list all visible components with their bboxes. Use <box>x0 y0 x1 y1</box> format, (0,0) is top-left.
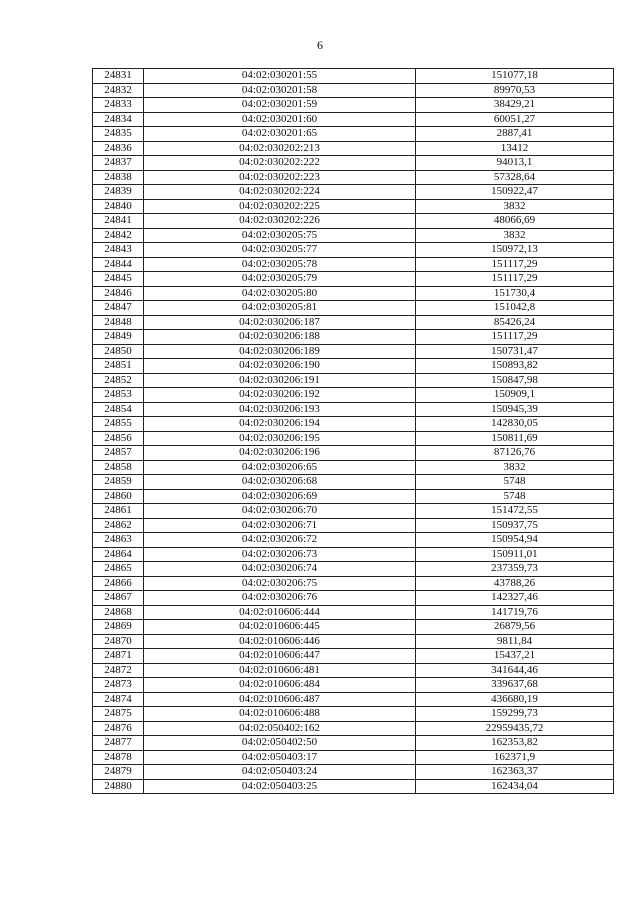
cadastral-value-cell: 151042,8 <box>416 301 614 316</box>
cadastral-number-cell: 04:02:030206:76 <box>144 591 416 606</box>
table-row <box>93 214 614 229</box>
row-number-cell: 24836 <box>93 141 144 156</box>
cadastral-number-cell: 04:02:030206:192 <box>144 388 416 403</box>
cadastral-value-cell: 150937,75 <box>416 518 614 533</box>
table-row <box>93 344 614 359</box>
cadastral-value-cell: 3832 <box>416 460 614 475</box>
table-row <box>93 141 614 156</box>
cadastral-number-cell: 04:02:030205:77 <box>144 243 416 258</box>
table-row <box>93 330 614 345</box>
table-row <box>93 605 614 620</box>
cadastral-value-cell: 38429,21 <box>416 98 614 113</box>
cadastral-value-cell: 151117,29 <box>416 257 614 272</box>
cadastral-value-cell: 151117,29 <box>416 272 614 287</box>
row-number-cell: 24840 <box>93 199 144 214</box>
cadastral-value-cell: 48066,69 <box>416 214 614 229</box>
table-row <box>93 736 614 751</box>
cadastral-value-cell: 151730,4 <box>416 286 614 301</box>
cadastral-number-cell: 04:02:010606:484 <box>144 678 416 693</box>
table-row <box>93 721 614 736</box>
cadastral-number-cell: 04:02:030201:60 <box>144 112 416 127</box>
cadastral-value-cell: 150847,98 <box>416 373 614 388</box>
table-row <box>93 388 614 403</box>
cadastral-value-cell: 3832 <box>416 228 614 243</box>
cadastral-number-cell: 04:02:050403:25 <box>144 779 416 794</box>
row-number-cell: 24831 <box>93 69 144 84</box>
cadastral-number-cell: 04:02:050403:17 <box>144 750 416 765</box>
row-number-cell: 24848 <box>93 315 144 330</box>
cadastral-value-cell: 3832 <box>416 199 614 214</box>
table-row <box>93 779 614 794</box>
row-number-cell: 24846 <box>93 286 144 301</box>
row-number-cell: 24839 <box>93 185 144 200</box>
cadastral-value-cell: 159299,73 <box>416 707 614 722</box>
row-number-cell: 24863 <box>93 533 144 548</box>
cadastral-value-cell: 142327,46 <box>416 591 614 606</box>
row-number-cell: 24857 <box>93 446 144 461</box>
row-number-cell: 24835 <box>93 127 144 142</box>
cadastral-value-cell: 5748 <box>416 489 614 504</box>
cadastral-number-cell: 04:02:030206:65 <box>144 460 416 475</box>
table-row <box>93 228 614 243</box>
table-row <box>93 83 614 98</box>
cadastral-value-cell: 151117,29 <box>416 330 614 345</box>
table-row <box>93 591 614 606</box>
row-number-cell: 24870 <box>93 634 144 649</box>
table-row <box>93 750 614 765</box>
cadastral-value-cell: 150893,82 <box>416 359 614 374</box>
row-number-cell: 24867 <box>93 591 144 606</box>
cadastral-number-cell: 04:02:030205:81 <box>144 301 416 316</box>
row-number-cell: 24832 <box>93 83 144 98</box>
cadastral-value-cell: 162371,9 <box>416 750 614 765</box>
row-number-cell: 24842 <box>93 228 144 243</box>
cadastral-number-cell: 04:02:030206:73 <box>144 547 416 562</box>
table-row <box>93 402 614 417</box>
cadastral-number-cell: 04:02:030202:223 <box>144 170 416 185</box>
cadastral-number-cell: 04:02:010606:446 <box>144 634 416 649</box>
table-row <box>93 301 614 316</box>
cadastral-value-cell: 162353,82 <box>416 736 614 751</box>
cadastral-number-cell: 04:02:030205:78 <box>144 257 416 272</box>
cadastral-value-cell: 150731,47 <box>416 344 614 359</box>
cadastral-value-cell: 22959435,72 <box>416 721 614 736</box>
row-number-cell: 24856 <box>93 431 144 446</box>
cadastral-number-cell: 04:02:010606:488 <box>144 707 416 722</box>
table-row <box>93 678 614 693</box>
row-number-cell: 24869 <box>93 620 144 635</box>
table-row <box>93 576 614 591</box>
cadastral-number-cell: 04:02:030206:189 <box>144 344 416 359</box>
cadastral-number-cell: 04:02:010606:481 <box>144 663 416 678</box>
cadastral-value-cell: 150954,94 <box>416 533 614 548</box>
table-row <box>93 185 614 200</box>
row-number-cell: 24879 <box>93 765 144 780</box>
row-number-cell: 24860 <box>93 489 144 504</box>
cadastral-number-cell: 04:02:030206:190 <box>144 359 416 374</box>
cadastral-number-cell: 04:02:030201:55 <box>144 69 416 84</box>
cadastral-value-cell: 151077,18 <box>416 69 614 84</box>
cadastral-number-cell: 04:02:030206:194 <box>144 417 416 432</box>
cadastral-value-cell: 94013,1 <box>416 156 614 171</box>
table-row <box>93 518 614 533</box>
table-row <box>93 373 614 388</box>
cadastral-number-cell: 04:02:030206:70 <box>144 504 416 519</box>
cadastral-number-cell: 04:02:030201:59 <box>144 98 416 113</box>
row-number-cell: 24872 <box>93 663 144 678</box>
row-number-cell: 24877 <box>93 736 144 751</box>
table-row <box>93 112 614 127</box>
cadastral-number-cell: 04:02:030206:75 <box>144 576 416 591</box>
row-number-cell: 24837 <box>93 156 144 171</box>
cadastral-value-cell: 162434,04 <box>416 779 614 794</box>
cadastral-number-cell: 04:02:030206:68 <box>144 475 416 490</box>
row-number-cell: 24854 <box>93 402 144 417</box>
cadastral-number-cell: 04:02:050403:24 <box>144 765 416 780</box>
row-number-cell: 24859 <box>93 475 144 490</box>
table-row <box>93 489 614 504</box>
row-number-cell: 24847 <box>93 301 144 316</box>
table-row <box>93 692 614 707</box>
cadastral-value-cell: 150909,1 <box>416 388 614 403</box>
cadastral-value-cell: 43788,26 <box>416 576 614 591</box>
cadastral-number-cell: 04:02:010606:487 <box>144 692 416 707</box>
cadastral-number-cell: 04:02:030202:225 <box>144 199 416 214</box>
table-row <box>93 286 614 301</box>
cadastral-number-cell: 04:02:030206:191 <box>144 373 416 388</box>
row-number-cell: 24861 <box>93 504 144 519</box>
page-number: 6 <box>317 38 323 52</box>
table-row <box>93 315 614 330</box>
cadastral-number-cell: 04:02:030202:224 <box>144 185 416 200</box>
cadastral-number-cell: 04:02:010606:444 <box>144 605 416 620</box>
cadastral-value-cell: 162363,37 <box>416 765 614 780</box>
cadastral-value-cell: 150945,39 <box>416 402 614 417</box>
row-number-cell: 24852 <box>93 373 144 388</box>
cadastral-value-cell: 150811,69 <box>416 431 614 446</box>
row-number-cell: 24866 <box>93 576 144 591</box>
cadastral-number-cell: 04:02:030206:187 <box>144 315 416 330</box>
row-number-cell: 24838 <box>93 170 144 185</box>
cadastral-value-cell: 237359,73 <box>416 562 614 577</box>
cadastral-number-cell: 04:02:030201:58 <box>144 83 416 98</box>
cadastral-number-cell: 04:02:030201:65 <box>144 127 416 142</box>
cadastral-value-cell: 150922,47 <box>416 185 614 200</box>
cadastral-number-cell: 04:02:030206:69 <box>144 489 416 504</box>
table-row <box>93 547 614 562</box>
cadastral-value-cell: 57328,64 <box>416 170 614 185</box>
cadastral-number-cell: 04:02:030206:72 <box>144 533 416 548</box>
cadastral-value-table <box>92 68 614 794</box>
table-row <box>93 199 614 214</box>
row-number-cell: 24851 <box>93 359 144 374</box>
row-number-cell: 24853 <box>93 388 144 403</box>
table-row <box>93 765 614 780</box>
cadastral-number-cell: 04:02:030205:79 <box>144 272 416 287</box>
row-number-cell: 24855 <box>93 417 144 432</box>
row-number-cell: 24876 <box>93 721 144 736</box>
cadastral-value-cell: 339637,68 <box>416 678 614 693</box>
cadastral-number-cell: 04:02:030202:213 <box>144 141 416 156</box>
cadastral-value-cell: 436680,19 <box>416 692 614 707</box>
cadastral-value-cell: 85426,24 <box>416 315 614 330</box>
table-row <box>93 156 614 171</box>
table-row <box>93 257 614 272</box>
row-number-cell: 24844 <box>93 257 144 272</box>
cadastral-number-cell: 04:02:030206:195 <box>144 431 416 446</box>
table-row <box>93 127 614 142</box>
cadastral-value-cell: 60051,27 <box>416 112 614 127</box>
table-row <box>93 460 614 475</box>
table-row <box>93 504 614 519</box>
row-number-cell: 24845 <box>93 272 144 287</box>
row-number-cell: 24864 <box>93 547 144 562</box>
row-number-cell: 24874 <box>93 692 144 707</box>
cadastral-value-cell: 26879,56 <box>416 620 614 635</box>
table-row <box>93 620 614 635</box>
row-number-cell: 24873 <box>93 678 144 693</box>
cadastral-value-cell: 150911,01 <box>416 547 614 562</box>
row-number-cell: 24878 <box>93 750 144 765</box>
table-row <box>93 562 614 577</box>
table-body <box>93 69 614 794</box>
row-number-cell: 24849 <box>93 330 144 345</box>
row-number-cell: 24843 <box>93 243 144 258</box>
cadastral-number-cell: 04:02:030202:226 <box>144 214 416 229</box>
cadastral-number-cell: 04:02:030206:196 <box>144 446 416 461</box>
cadastral-number-cell: 04:02:050402:50 <box>144 736 416 751</box>
cadastral-number-cell: 04:02:030206:193 <box>144 402 416 417</box>
cadastral-number-cell: 04:02:030206:74 <box>144 562 416 577</box>
cadastral-value-cell: 15437,21 <box>416 649 614 664</box>
table-row <box>93 69 614 84</box>
table-row <box>93 707 614 722</box>
cadastral-value-cell: 142830,05 <box>416 417 614 432</box>
table-row <box>93 533 614 548</box>
table-row <box>93 431 614 446</box>
cadastral-value-cell: 141719,76 <box>416 605 614 620</box>
cadastral-number-cell: 04:02:030206:188 <box>144 330 416 345</box>
cadastral-value-cell: 151472,55 <box>416 504 614 519</box>
cadastral-number-cell: 04:02:010606:447 <box>144 649 416 664</box>
cadastral-value-cell: 150972,13 <box>416 243 614 258</box>
row-number-cell: 24871 <box>93 649 144 664</box>
cadastral-number-cell: 04:02:030205:80 <box>144 286 416 301</box>
table-row <box>93 170 614 185</box>
row-number-cell: 24875 <box>93 707 144 722</box>
table-row <box>93 634 614 649</box>
table-row <box>93 417 614 432</box>
row-number-cell: 24868 <box>93 605 144 620</box>
cadastral-number-cell: 04:02:030206:71 <box>144 518 416 533</box>
cadastral-value-cell: 341644,46 <box>416 663 614 678</box>
row-number-cell: 24858 <box>93 460 144 475</box>
row-number-cell: 24850 <box>93 344 144 359</box>
cadastral-number-cell: 04:02:010606:445 <box>144 620 416 635</box>
cadastral-value-cell: 5748 <box>416 475 614 490</box>
cadastral-value-cell: 87126,76 <box>416 446 614 461</box>
row-number-cell: 24841 <box>93 214 144 229</box>
table-row <box>93 475 614 490</box>
cadastral-number-cell: 04:02:030202:222 <box>144 156 416 171</box>
table-row <box>93 359 614 374</box>
table-row <box>93 446 614 461</box>
cadastral-number-cell: 04:02:050402:162 <box>144 721 416 736</box>
cadastral-value-cell: 13412 <box>416 141 614 156</box>
cadastral-value-cell: 9811,84 <box>416 634 614 649</box>
cadastral-value-cell: 89970,53 <box>416 83 614 98</box>
row-number-cell: 24880 <box>93 779 144 794</box>
table-row <box>93 649 614 664</box>
row-number-cell: 24862 <box>93 518 144 533</box>
table-row <box>93 98 614 113</box>
table-row <box>93 663 614 678</box>
row-number-cell: 24865 <box>93 562 144 577</box>
row-number-cell: 24834 <box>93 112 144 127</box>
table-row <box>93 243 614 258</box>
table-row <box>93 272 614 287</box>
row-number-cell: 24833 <box>93 98 144 113</box>
cadastral-number-cell: 04:02:030205:75 <box>144 228 416 243</box>
cadastral-value-cell: 2887,41 <box>416 127 614 142</box>
